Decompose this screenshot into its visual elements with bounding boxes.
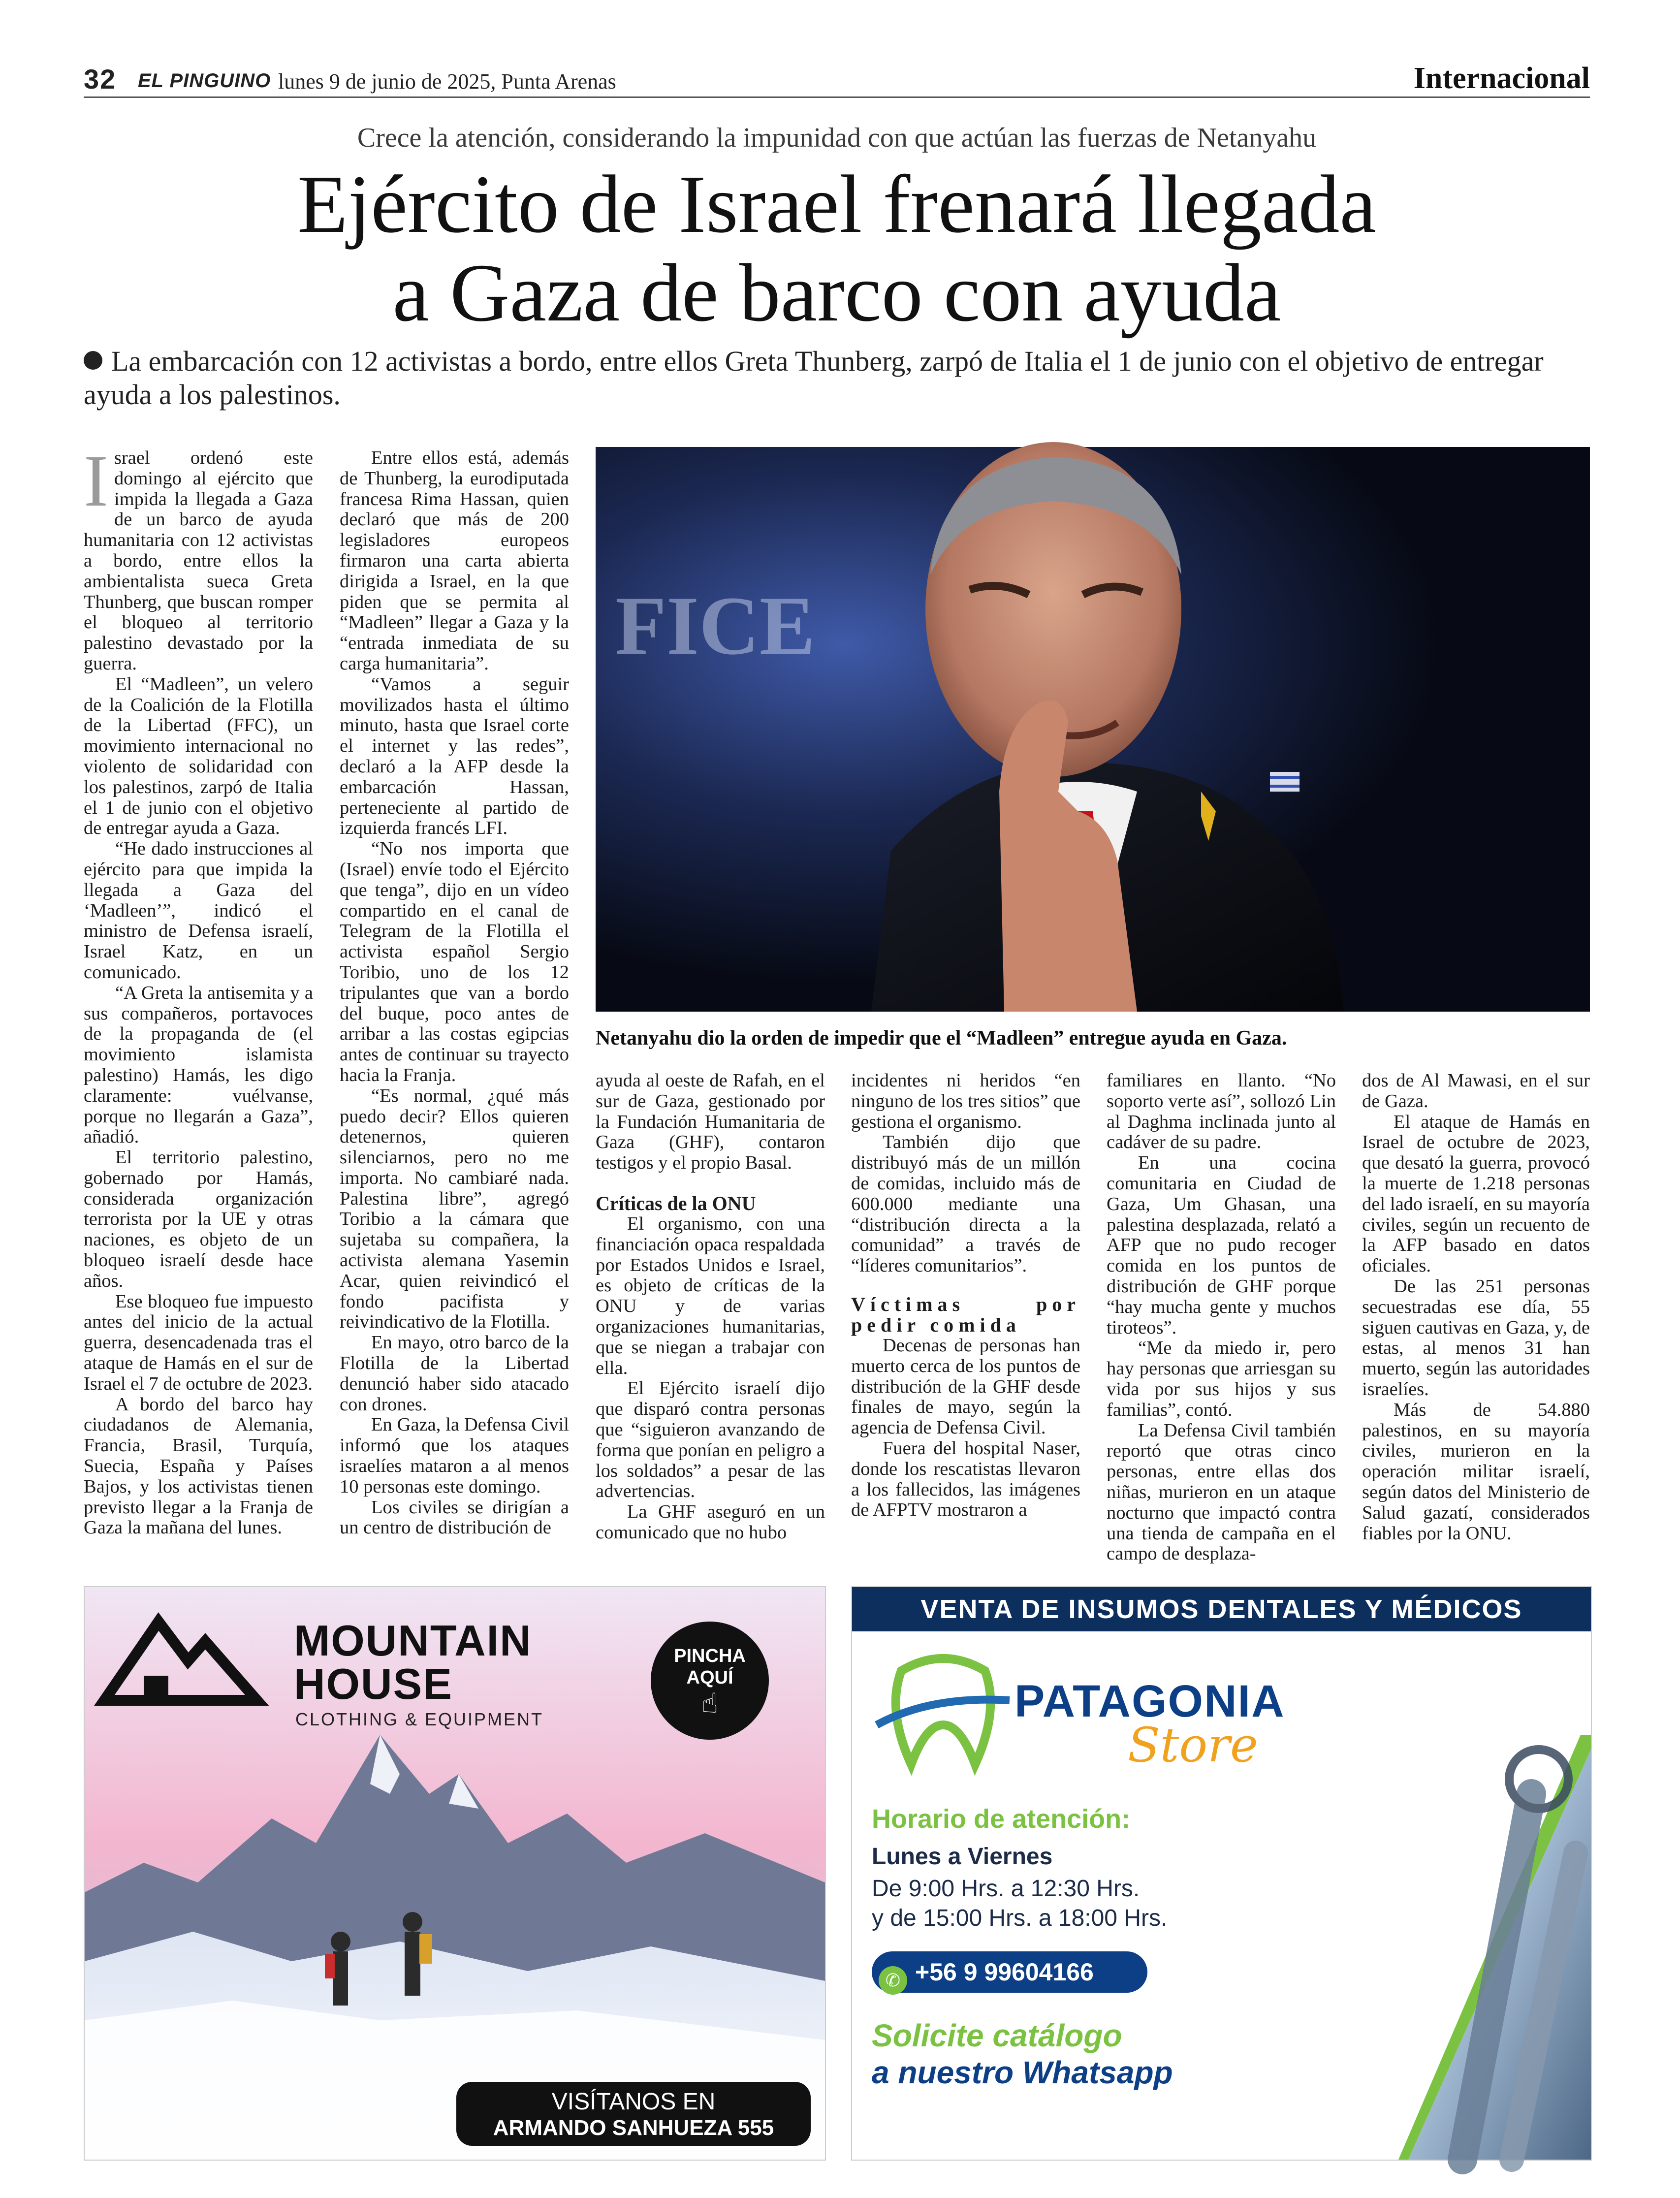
paragraph: Los civiles se dirigían a un centro de distribución de <box>340 1497 569 1538</box>
headline-line-1: Ejército de Israel frenará llegada <box>297 159 1376 250</box>
paragraph: Ese bloqueo fue impuesto antes del inicio de la actual guerra, desencadenada tras el ataque de Hamás en el sur de Israel el 7 de octubre de 2023. <box>84 1291 313 1394</box>
tooth-logo-icon <box>872 1651 1014 1774</box>
ad-tagline: CLOTHING & EQUIPMENT <box>295 1709 544 1729</box>
paragraph: “He dado instrucciones al ejército para que impida la llegada a Gaza del ‘Madleen’”, indicó el ministro de Defensa israelí, Israel Katz, en un comunicado. <box>84 838 313 983</box>
column-6 <box>1362 1071 1590 1553</box>
paragraph: El Ejército israelí dijo que disparó contra personas que “siguieron avanzando de forma que ponían en peligro a los soldados” a pesar de las advertencias. <box>596 1378 825 1502</box>
page-number: 32 <box>84 64 117 95</box>
bullet-dot-icon <box>84 351 102 370</box>
paragraph: srael ordenó este domingo al ejército que impida la llegada a Gaza de un barco de ayuda humanitaria con 12 activistas a bordo, entre ellos la ambientalista sueca Greta Thunberg, que buscan romper el bloqueo al territorio palestino devastado por la guerra. <box>84 447 313 674</box>
hours-afternoon: y de 15:00 Hrs. a 18:00 Hrs. <box>872 1905 1168 1931</box>
paragraph: A bordo del barco hay ciudadanos de Alemania, Francia, Brasil, Turquía, Suecia, España y Países Bajos, y los activistas tienen previsto llegar a la Franja de Gaza la mañana del lunes. <box>84 1394 313 1538</box>
paragraph: La Defensa Civil también reportó que otras cinco personas, entre ellas dos niñas, murieron en un ataque nocturno que impactó contra una tienda de campaña en el campo de desplaza- <box>1107 1420 1336 1564</box>
section-title: Internacional <box>1413 62 1590 95</box>
subheading-criticas: Críticas de la ONU <box>596 1192 756 1214</box>
ad-brand <box>294 1616 532 1708</box>
ad-patagonia-brand: PATAGONIA <box>1014 1676 1285 1726</box>
drop-cap: I <box>84 440 108 522</box>
paragraph: De las 251 personas secuestradas ese día, 55 siguen cautivas en Gaza, y, de estas, al menos 31 han muerto, según las autoridades israelíes. <box>1362 1275 1590 1400</box>
hours-title: Horario de atención: <box>872 1804 1131 1834</box>
paragraph: Entre ellos está, además de Thunberg, la eurodiputada francesa Rima Hassan, quien declaró que más de 200 legisladores europeos firmaron una carta abierta dirigida a Israel, en la que piden que se permita al “Madleen” llegar a Gaza y la “entrada inmediata de su carga humanitaria”. <box>340 447 569 674</box>
hand-pointer-icon: ☝ <box>701 1688 719 1719</box>
column-5 <box>1107 1070 1336 1564</box>
backdrop-text: FICE <box>615 579 816 672</box>
paragraph: También dijo que distribuyó más de un millón de comidas, incluido más de 600.000 mediante una “distribución directa a la comunidad” a través de “líderes comunitarios”. <box>851 1132 1080 1276</box>
column-3 <box>596 1071 825 1553</box>
paragraph: Fuera del hospital Naser, donde los rescatistas llevaron a los fallecidos, las imágenes de AFPTV mostraron a <box>851 1437 1080 1521</box>
kicker: Crece la atención, considerando la impunidad con que actúan las fuerzas de Netanyahu <box>357 123 1317 153</box>
headline <box>84 160 1590 337</box>
paragraph: “Es normal, ¿qué más puedo decir? Ellos quieren detenernos, quieren silenciarnos, pero no me importa. No cambiaré nada. Palestina libre”, agregó Toribio a la cámara que sujetaba su compañera, la activista alemana Yasemin Acar, quien reivindicó el fondo pacifista y reivindicativo de la Flotilla. <box>340 1085 569 1333</box>
pincha-aqui-button[interactable] <box>651 1622 769 1740</box>
catalog-line-1: Solicite catálogo <box>872 2018 1122 2053</box>
visit-label: VISÍTANOS EN <box>551 2089 716 2115</box>
header-rule <box>84 96 1590 98</box>
paragraph: ayuda al oeste de Rafah, en el sur de Gaza, gestionado por la Fundación Humanitaria de Gaza (GHF), contaron testigos y el propio Basal. <box>596 1070 825 1174</box>
paragraph: “Vamos a seguir movilizados hasta el último minuto, hasta que Israel corte el internet y las redes”, declaró a la AFP desde la embarcación Hassan, perteneciente al partido de izquierda francés LFI. <box>340 673 569 839</box>
paragraph: “No nos importa que (Israel) envíe todo el Ejército que tenga”, dijo en un vídeo compartido en el canal de Telegram de la Flotilla el activista español Sergio Toribio, uno de los 12 tripulantes que van a bordo del buque, poco antes de arribar a las costas egipcias antes de continuar su trayecto hacia la Franja. <box>340 838 569 1085</box>
paper-name: EL PINGUINO <box>138 70 271 92</box>
portrait-illustration <box>596 447 1590 1012</box>
paragraph: “Me da miedo ir, pero hay personas que arriesgan su vida por sus hijos y sus familias”, contó. <box>1107 1338 1336 1420</box>
paragraph: El “Madleen”, un velero de la Coalición de la Flotilla de la Libertad (FFC), un movimiento internacional no violento de solidaridad con los palestinos, zarpó de Italia el 1 de junio con el objetivo de entregar ayuda a Gaza. <box>84 673 313 839</box>
photo-caption: Netanyahu dio la orden de impedir que el “Madleen” entregue ayuda en Gaza. <box>596 1027 1287 1050</box>
hours-days: Lunes a Viernes <box>872 1844 1053 1870</box>
column-4 <box>851 1071 1080 1553</box>
ad-banner: VENTA DE INSUMOS DENTALES Y MÉDICOS <box>852 1587 1591 1631</box>
pincha-label: PINCHA <box>674 1646 746 1666</box>
paragraph: Decenas de personas han muerto cerca de los puntos de distribución de la GHF desde finales de mayo, según la agencia de Defensa Civil. <box>851 1335 1080 1438</box>
phone-icon: ✆ <box>879 1966 907 1995</box>
paragraph: En mayo, otro barco de la Flotilla de la Libertad denunció haber sido atacado con drones. <box>340 1332 569 1415</box>
paragraph: “A Greta la antisemita y a sus compañeros, portavoces de la propaganda de (el movimiento islamista palestino) Hamás, les digo claramente: vuélvanse, porque no llegarán a Gaza”, añadió. <box>84 982 313 1147</box>
ad-store-script: Store <box>1128 1718 1258 1773</box>
summary <box>84 345 1590 412</box>
ad-brand-line-2: HOUSE <box>294 1659 453 1708</box>
paragraph: dos de Al Mawasi, en el sur de Gaza. <box>1362 1070 1590 1112</box>
paragraph: La GHF aseguró en un comunicado que no hubo <box>596 1501 825 1543</box>
subheading-victimas: Víctimas por pedir comida <box>851 1293 1080 1336</box>
phone-number: +56 9 99604166 <box>915 1958 1094 1986</box>
ad-patagonia-store[interactable] <box>851 1586 1592 2161</box>
paragraph: Más de 54.880 palestinos, en su mayoría civiles, murieron en la operación militar israelí, según datos del Ministerio de Salud gazatí, considerados fiables por la ONU. <box>1362 1399 1590 1544</box>
column-2 <box>340 448 569 1551</box>
paragraph: El ataque de Hamás en Israel de octubre de 2023, que desató la guerra, provocó la muerte de 1.218 personas del lado israelí, en su mayoría civiles, según un recuento de la AFP basado en datos oficiales. <box>1362 1111 1590 1276</box>
hours-morning: De 9:00 Hrs. a 12:30 Hrs. <box>872 1876 1140 1902</box>
news-photo <box>596 447 1590 1012</box>
paragraph: En Gaza, la Defensa Civil informó que los ataques israelíes mataron a al menos 10 personas este domingo. <box>340 1414 569 1497</box>
paragraph: familiares en llanto. “No soporto verte así”, sollozó Lin al Daghma inclinada junto al cadáver de su padre. <box>1107 1070 1336 1153</box>
summary-text: La embarcación con 12 activistas a bordo, entre ellos Greta Thunberg, zarpó de Italia el 1 de junio con el objetivo de entregar ayuda a los palestinos. <box>84 345 1544 411</box>
address-label: ARMANDO SANHUEZA 555 <box>493 2116 774 2140</box>
paragraph: incidentes ni heridos “en ninguno de los tres sitios” que gestiona el organismo. <box>851 1070 1080 1132</box>
ad-brand-line-1: MOUNTAIN <box>294 1616 532 1665</box>
mountain-logo-icon <box>99 1602 262 1705</box>
aqui-label: AQUÍ <box>686 1667 733 1688</box>
paragraph: El organismo, con una financiación opaca respaldada por Estados Unidos e Israel, es objeto de críticas de la ONU y de varias organizaciones humanitarias, que se niegan a trabajar con ella. <box>596 1213 825 1378</box>
headline-line-2: a Gaza de barco con ayuda <box>392 247 1281 339</box>
paragraph: En una cocina comunitaria en Ciudad de Gaza, Um Ghasan, una palestina desplazada, relató a AFP que no pudo recoger comida en los puntos de distribución de GHF porque “hay mucha gente y muchos tiroteos”. <box>1107 1152 1336 1338</box>
paragraph: El territorio palestino, gobernado por Hamás, considerada organización terrorista por la UE y otras naciones, es objeto de un bloqueo israelí desde hace años. <box>84 1147 313 1291</box>
visit-store-banner[interactable] <box>456 2082 811 2146</box>
catalog-line-2: a nuestro Whatsapp <box>872 2055 1173 2090</box>
column-1 <box>84 440 313 1551</box>
whatsapp-phone-button[interactable] <box>872 1951 1147 1993</box>
ad-mountain-house[interactable] <box>84 1586 826 2161</box>
dateline: lunes 9 de junio de 2025, Punta Arenas <box>278 69 616 94</box>
